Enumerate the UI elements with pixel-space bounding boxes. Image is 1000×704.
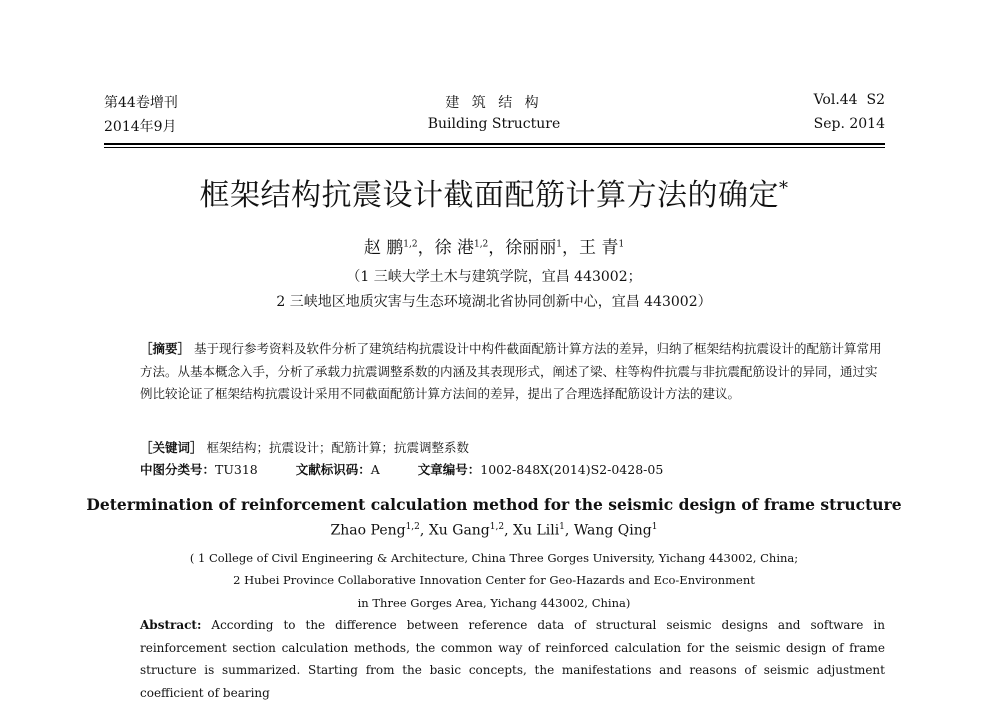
journal-date-en: Sep. 2014 (813, 116, 885, 132)
title-cn-text: 框架结构抗震设计截面配筋计算方法的确定 (199, 178, 779, 213)
author-cn-name: 赵 鹏 (363, 238, 404, 258)
affiliation-cn-1: （1 三峡大学土木与建筑学院，宜昌 443002； (346, 269, 642, 285)
header-rule-thick (104, 143, 885, 145)
authors-en (331, 522, 658, 539)
author-cn-name: 徐丽丽 (505, 238, 557, 258)
doc-code-label: 文献标识码： (295, 462, 371, 477)
authors-cn (364, 233, 624, 258)
journal-name-en: Building Structure (427, 116, 561, 132)
header-rule-thin (104, 147, 885, 148)
affiliation-en-3: in Three Gorges Area, Yichang 443002, China) (357, 596, 631, 610)
article-no-value: 1002-848X(2014)S2-0428-05 (480, 462, 664, 477)
affiliation-en-2: 2 Hubei Province Collaborative Innovation Center for Geo-Hazards and Eco-Environment (233, 573, 755, 587)
author-cn-name: 王 青 (579, 238, 619, 258)
author-cn-affiliation-mark: 1 (556, 239, 563, 250)
paper-title-en: Determination of reinforcement calculation method for the seismic design of frame structure (86, 495, 902, 514)
author-en-affiliation-mark: 1 (651, 522, 658, 532)
author-cn-affiliation-mark: 1,2 (403, 239, 418, 250)
paper-title-cn (200, 170, 789, 214)
keywords-cn (140, 438, 469, 456)
affiliation-cn-2: 2 三峡地区地质灾害与生态环境湖北省协同创新中心，宜昌 443002） (276, 294, 712, 310)
abstract-cn (140, 338, 885, 406)
title-footnote-mark: * (779, 178, 789, 199)
author-en-affiliation-mark: 1,2 (489, 522, 505, 532)
author-en-name: Xu Lili (513, 522, 560, 539)
author-cn-separator: ， (417, 238, 435, 258)
author-en-name: Xu Gang (428, 522, 490, 539)
abstract-en (140, 614, 885, 704)
abstract-en-label: Abstract: (140, 618, 202, 632)
abstract-en-text: According to the difference between reference data of structural seismic designs and software in reinforcement section calculation methods, the common way of reinforced calculation for the seismic design of frame structure is summarized. Starting from the basic concepts, the manifestations and reasons of seismic adjustment coefficient of bearing (140, 618, 885, 700)
clc-value: TU318 (215, 462, 258, 477)
author-en-affiliation-mark: 1 (559, 522, 565, 532)
author-cn-affiliation-mark: 1,2 (473, 239, 489, 250)
keywords-cn-text: 框架结构；抗震设计；配筋计算；抗震调整系数 (206, 440, 470, 455)
journal-date-cn: 2014年9月 (104, 119, 177, 135)
journal-volume-cn: 第44卷增刊 (104, 95, 178, 111)
author-en-separator: , (504, 522, 514, 539)
journal-volume-en: Vol.44 S2 (813, 92, 885, 108)
clc-label: 中图分类号： (140, 462, 216, 477)
author-cn-name: 徐 港 (434, 238, 474, 258)
classification-line (140, 460, 663, 478)
author-cn-affiliation-mark: 1 (618, 239, 625, 250)
author-en-separator: , (564, 522, 574, 539)
affiliation-en-1: ( 1 College of Civil Engineering & Architecture, China Three Gorges University, Yichang 443002, China; (189, 551, 799, 565)
keywords-cn-label: ［关键词］ (140, 440, 203, 455)
doc-code-value: A (370, 462, 380, 477)
author-en-name: Wang Qing (573, 522, 652, 539)
abstract-cn-label: ［摘要］ (140, 341, 191, 356)
article-no-label: 文章编号： (417, 462, 481, 477)
journal-name-cn: 建 筑 结 构 (445, 95, 543, 111)
author-en-name: Zhao Peng (330, 522, 406, 539)
abstract-cn-text: 基于现行参考资料及软件分析了建筑结构抗震设计中构件截面配筋计算方法的差异，归纳了框架结构抗震设计的配筋计算常用方法。从基本概念入手，分析了承载力抗震调整系数的内涵及其表现形式，阐述了梁、柱等构件抗震与非抗震配筋设计的异同，通过实例比较论证了框架结构抗震设计采用不同截面配筋计算方法间的差异，提出了合理选择配筋设计方法的建议。 (140, 341, 882, 401)
author-en-separator: , (419, 522, 429, 539)
author-en-affiliation-mark: 1,2 (405, 522, 420, 532)
author-cn-separator: ， (562, 238, 580, 258)
author-cn-separator: ， (488, 238, 506, 258)
